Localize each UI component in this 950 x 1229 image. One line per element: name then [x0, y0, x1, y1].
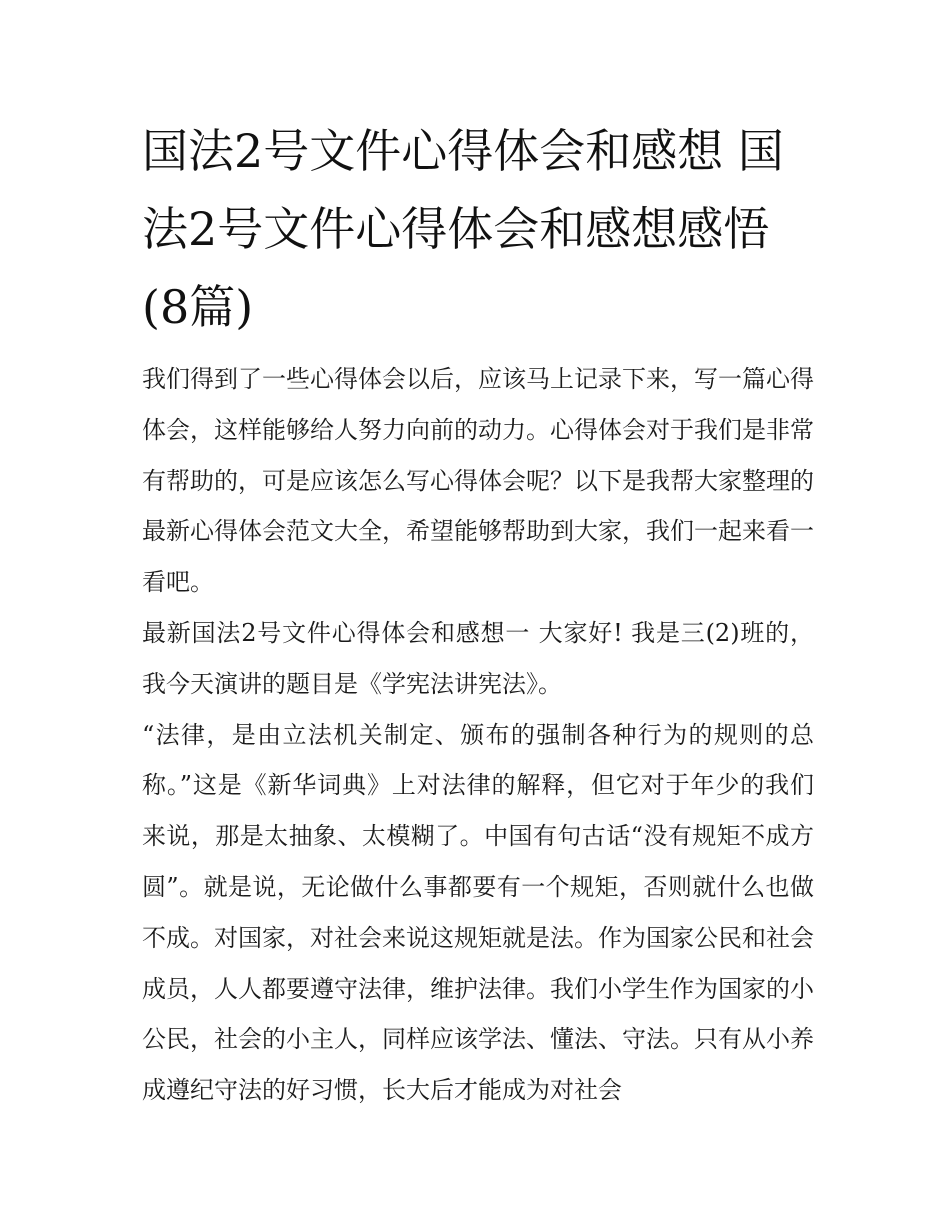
paragraph-intro: 我们得到了一些心得体会以后，应该马上记录下来，写一篇心得体会，这样能够给人努力向前的动力。心得体会对于我们是非常有帮助的，可是应该怎么写心得体会呢？以下是我帮大家整理的最新心得体会范文大全，希望能够帮助到大家，我们一起来看一看吧。 — [142, 365, 814, 597]
document-body — [142, 354, 814, 1116]
document-page — [142, 112, 814, 1116]
paragraph-speech-opening: 最新国法2号文件心得体会和感想一 大家好! 我是三(2)班的，我今天演讲的题目是《学宪法讲宪法》。 — [142, 618, 814, 698]
paragraph-law-definition: “法律，是由立法机关制定、颁布的强制各种行为的规则的总称。”这是《新华词典》上对法律的解释，但它对于年少的我们来说，那是太抽象、太模糊了。中国有句古话“没有规矩不成方圆”。就是说，无论做什么事都要有一个规矩，否则就什么也做不成。对国家，对社会来说这规矩就是法。作为国家公民和社会成员，人人都要遵守法律，维护法律。我们小学生作为国家的小公民，社会的小主人，同样应该学法、懂法、守法。只有从小养成遵纪守法的好习惯，长大后才能成为对社会 — [142, 720, 814, 1105]
document-title: 国法2号文件心得体会和感想 国法2号文件心得体会和感想感悟(8篇) — [142, 124, 784, 334]
